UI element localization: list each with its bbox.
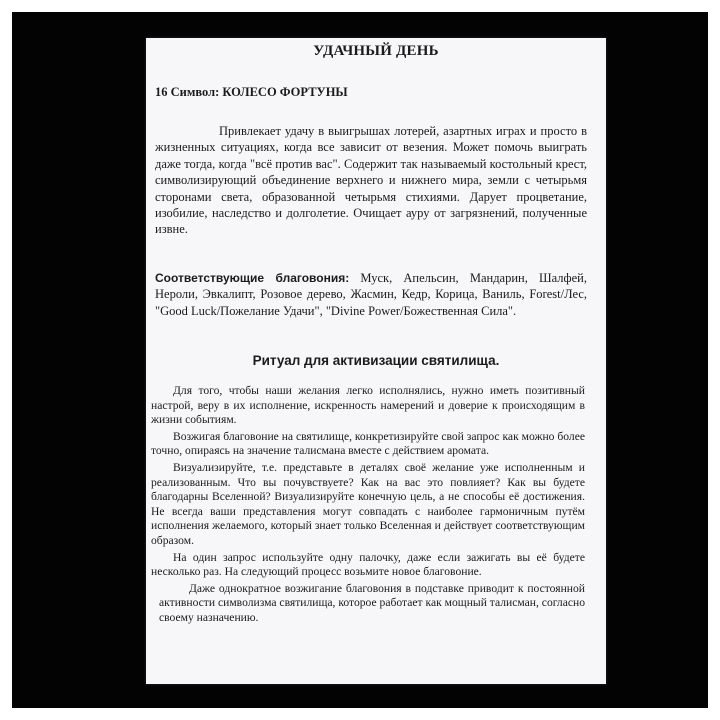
paper-sheet bbox=[146, 38, 606, 684]
ritual-paragraph: Даже однократное возжигание благовония в подставке приводит к постоянной активности символизма святилища, которое работает как мощный талисман, согласно своему назначению. bbox=[159, 581, 585, 624]
incense-label: Соответствующие благовония: bbox=[155, 271, 350, 285]
ritual-paragraph: Для того, чтобы наши желания легко исполнялись, нужно иметь позитивный настрой, веру в их исполнение, искренность намерений и доверие к происходящим в жизни событиям. bbox=[151, 384, 585, 427]
incense-paragraph bbox=[155, 270, 587, 319]
ritual-paragraph: На один запрос используйте одну палочку, даже если зажигать вы её будете несколько раз. На следующий процесс возьмите новое благовоние. bbox=[151, 550, 585, 579]
ritual-heading: Ритуал для активизации святилища. bbox=[252, 353, 500, 368]
symbol-heading: 16 Символ: КОЛЕСО ФОРТУНЫ bbox=[155, 85, 348, 99]
document-title: УДАЧНЫЙ ДЕНЬ bbox=[313, 43, 439, 59]
intro-paragraph: Привлекает удачу в выигрышах лотерей, азартных играх и просто в жизненных ситуациях, когда все зависит от везения. Может помочь выиграть даже тогда, когда "всё против вас". Содержит так называемый костольный крест, символизирующий объединение верхнего и нижнего мира, земли с четырьмя сторонами света, образованной четырьмя стихиями. Дарует процветание, изобилие, наследство и долголетие. Очищает ауру от загрязнений, полученные извне. bbox=[155, 124, 587, 237]
ritual-paragraph: Визуализируйте, т.е. представьте в деталях своё желание уже исполненным и реализованным. Что вы почувствуете? Как на вас это повлияет? Как вы будете благодарны Вселенной? Визуализируйте конечную цель, а не способы её достижения. Не всегда ваши представления могут совпадать с наиболее гармоничным путём исполнения желаемого, который знает только Вселенная и действует соответствующим образом. bbox=[151, 460, 585, 547]
incense-list: Муск, Апельсин, Мандарин, Шалфей, Нероли, Эвкалипт, Розовое дерево, Жасмин, Кедр, Корица, Ваниль, Forest/Лес, "Good Luck/Пожелание Удачи", "Divine Power/Божественная Сила". bbox=[155, 271, 588, 318]
ritual-paragraph: Возжигая благовоние на святилище, конкретизируйте свой запрос как можно более точно, опираясь на значение талисмана вместе с действием аромата. bbox=[151, 429, 585, 458]
ritual-section bbox=[151, 384, 585, 628]
